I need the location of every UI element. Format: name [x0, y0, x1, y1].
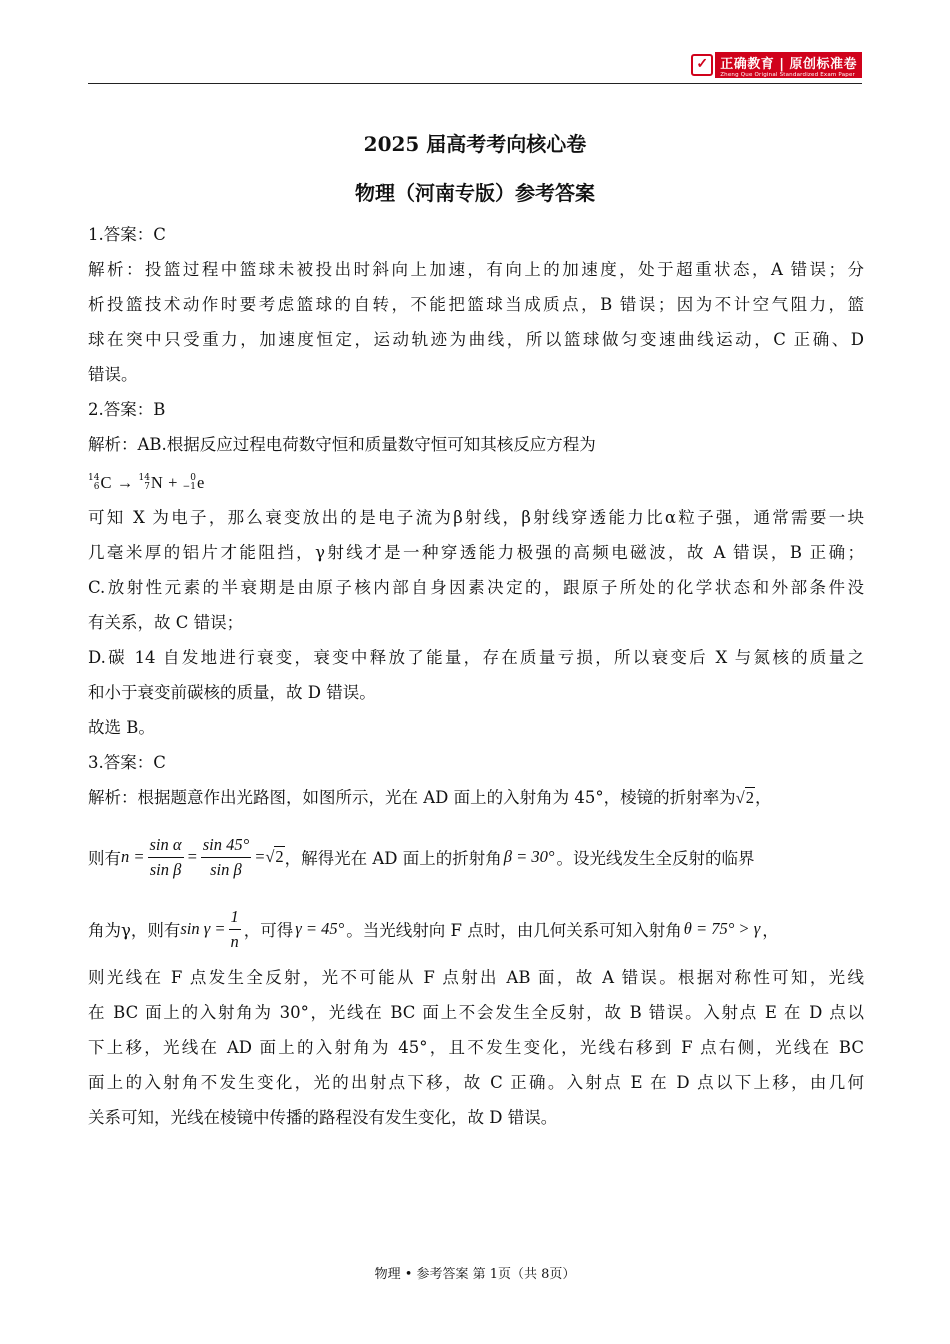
- isotope-numbers: 14 7: [138, 472, 150, 492]
- q2-line: C.放射性元素的半衰期是由原子核内部自身因素决定的，跟原子所处的化学状态和外部条件没: [88, 578, 864, 597]
- isotope-numbers: 0 −1: [182, 472, 196, 492]
- answer-content: [88, 223, 864, 1141]
- plus-symbol: +: [168, 472, 178, 492]
- exam-title: 2025 届高考考向核心卷: [363, 132, 587, 156]
- q1-line: 错误。: [88, 365, 138, 384]
- q3-line: 面上的入射角不发生变化，光的出射点下移，故 C 正确。入射点 E 在 D 点以下上移，由几何: [88, 1073, 864, 1092]
- nuclear-equation: [88, 468, 864, 506]
- sqrt-expression: √2: [735, 788, 754, 807]
- logo-banner: [715, 52, 862, 78]
- q3-line: 则光线在 F 点发生全反射，光不可能从 F 点射出 AB 面，故 A 错误。根据对称性可知，光线: [88, 968, 864, 987]
- logo-sub-text: Zheng Que Original Standardized Exam Paper: [720, 72, 856, 78]
- brand-logo: [691, 52, 862, 78]
- q3-equation-2: 角为γ，则有 sin γ = $\frac{1}{n}$ ，可得 γ = 45° 。当光线射向 F 点时，由几何关系可知入射角 θ = 75° > γ ，: [88, 906, 779, 951]
- fraction: $\frac{1}{n}$: [230, 906, 239, 951]
- sqrt-expression: √2: [265, 847, 284, 866]
- q2-line: 解析：AB.根据反应过程电荷数守恒和质量数守恒可知其核反应方程为: [88, 435, 596, 454]
- arrow-symbol: →: [116, 472, 134, 492]
- q3-answer: 3.答案：C: [88, 753, 166, 772]
- q2-line: D.碳 14 自发地进行衰变，衰变中释放了能量，存在质量亏损，所以衰变后 X 与氮核的质量之: [88, 648, 864, 667]
- answer-key-title: 物理（河南专版）参考答案: [355, 181, 595, 205]
- q2-line: 故选 B。: [88, 718, 155, 737]
- q2-line: 有关系，故 C 错误；: [88, 613, 244, 632]
- q3-equation-1: 则有 n = $\frac{\text{sin α}}{\text{sin β}}$ = $\frac{\sin 45^\circ}{\text{sin β}}$ = √2 ，解得光在 AD 面上的折射角 β = 30° 。设光线发生全反射的临界: [88, 834, 755, 879]
- q2-answer: 2.答案：B: [88, 400, 166, 419]
- checkmark-icon: ✓: [691, 54, 713, 76]
- q3-line: 下上移，光线在 AD 面上的入射角为 45°，且不发生变化，光线右移到 F 点右侧，光线在 BC: [88, 1038, 864, 1057]
- q1-line: 解析：投篮过程中篮球未被投出时斜向上加速，有向上的加速度，处于超重状态，A 错误；分: [88, 260, 864, 279]
- isotope-numbers: 14 6: [88, 472, 100, 492]
- page-footer: 物理 • 参考答案 第 1页（共 8页）: [374, 1267, 576, 1282]
- carbon-symbol: C: [100, 472, 112, 492]
- fraction: $\frac{\text{sin α}}{\text{sin β}}$: [149, 834, 182, 879]
- q3-line: 解析：根据题意作出光路图，如图所示，光在 AD 面上的入射角为 45°，棱镜的折射率为√2，: [88, 788, 772, 807]
- q2-line: 可知 X 为电子，那么衰变放出的是电子流为β射线，β射线穿透能力比α粒子强，通常需要一块: [88, 508, 864, 527]
- q2-line: 和小于衰变前碳核的质量，故 D 错误。: [88, 683, 376, 702]
- q3-line: 关系可知，光线在棱镜中传播的路程没有发生变化，故 D 错误。: [88, 1108, 558, 1127]
- q2-line: 几毫米厚的铝片才能阻挡，γ射线才是一种穿透能力极强的高频电磁波，故 A 错误，B 正确；: [88, 543, 864, 562]
- fraction: $\frac{\sin 45^\circ}{\text{sin β}}$: [202, 834, 250, 879]
- electron-symbol: e: [196, 472, 205, 492]
- nitrogen-symbol: N: [150, 472, 163, 492]
- q1-line: 球在突中只受重力，加速度恒定，运动轨迹为曲线，所以篮球做匀变速曲线运动，C 正确、D: [88, 330, 864, 349]
- header-rule: [88, 83, 862, 84]
- q3-line: 在 BC 面上的入射角为 30°，光线在 BC 面上不会发生全反射，故 B 错误。入射点 E 在 D 点以: [88, 1003, 864, 1022]
- q1-answer: 1.答案：C: [88, 225, 166, 244]
- logo-main-text: 正确教育 | 原创标准卷: [720, 57, 857, 72]
- q1-line: 析投篮技术动作时要考虑篮球的自转，不能把篮球当成质点，B 错误；因为不计空气阻力，篮: [88, 295, 864, 314]
